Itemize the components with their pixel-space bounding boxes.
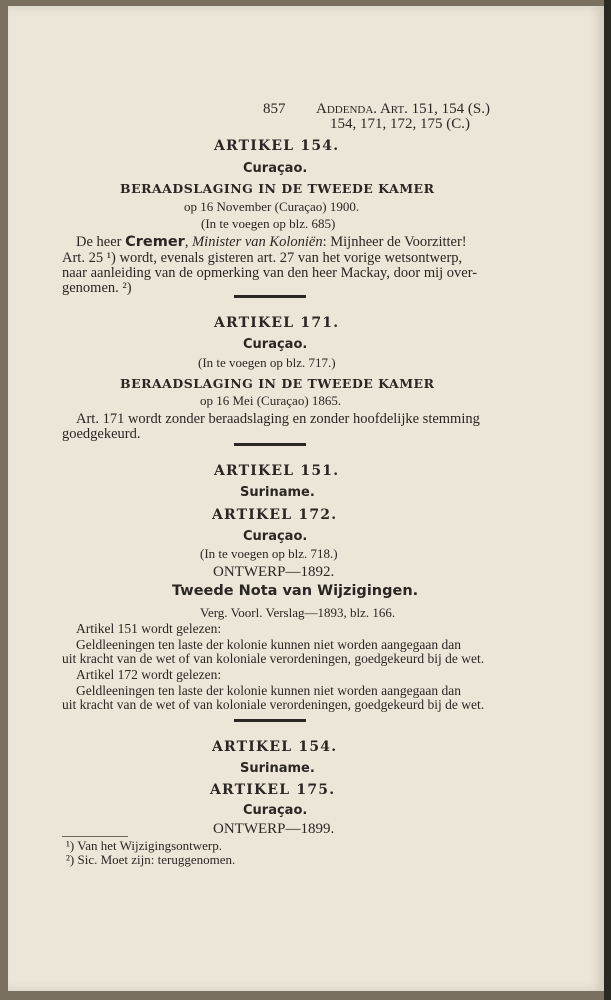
- text-172-line1: Geldleeningen ten laste der kolonie kunnen niet worden aangegaan dan: [76, 683, 461, 698]
- colony-curacao-1: Curaçao.: [243, 161, 308, 176]
- article-154-suriname-title: ARTIKEL 154.: [212, 739, 338, 755]
- draft-1899: ONTWERP—1899.: [213, 821, 335, 837]
- verg-reference: Verg. Voorl. Verslag—1893, blz. 166.: [200, 605, 396, 620]
- article-171-title: ARTIKEL 171.: [214, 315, 340, 331]
- text-172-line2: uit kracht van de wet of van koloniale verordeningen, goedgekeurd bij de wet.: [62, 697, 485, 712]
- paragraph-1-line1: [76, 235, 467, 250]
- running-head-line2: 154, 171, 172, 175 (C.): [330, 116, 470, 132]
- footnote-1: ¹) Van het Wijzigingsontwerp.: [66, 838, 222, 853]
- footnote-2: ²) Sic. Moet zijn: teruggenomen.: [66, 852, 236, 867]
- page-edge: [604, 0, 611, 1000]
- draft-1892: ONTWERP—1892.: [213, 564, 335, 580]
- read-172: Artikel 172 wordt gelezen:: [76, 667, 222, 682]
- footnote-rule: [62, 836, 128, 837]
- paragraph-1-line3: naar aanleiding van de opmerking van den heer Mackay, door mij over-: [62, 265, 478, 281]
- colony-curacao-2: Curaçao.: [243, 337, 308, 352]
- paragraph-1-line2: Art. 25 ¹) wordt, evenals gisteren art. 27 van het vorige wetsontwerp,: [62, 250, 463, 266]
- article-154-curacao-title: ARTIKEL 154.: [214, 138, 340, 154]
- debate-date-1: op 16 November (Curaçao) 1900.: [184, 199, 360, 214]
- speaker-role: Minister van Koloniën: [192, 234, 323, 250]
- speaker-name: Cremer: [125, 234, 185, 250]
- insert-note-3: (In te voegen op blz. 718.): [200, 546, 338, 561]
- nota-heading: Tweede Nota van Wijzigingen.: [172, 583, 419, 599]
- para-comma: ,: [184, 234, 193, 250]
- insert-note-2: (In te voegen op blz. 717.): [198, 355, 336, 370]
- para-start: De heer: [76, 234, 126, 250]
- colony-suriname-2: Suriname.: [240, 761, 315, 776]
- colony-curacao-4: Curaçao.: [243, 803, 308, 818]
- paragraph-2-line1: Art. 171 wordt zonder beraadslaging en zonder hoofdelijke stemming: [76, 411, 480, 427]
- section-divider-3: [234, 719, 306, 722]
- article-172-title: ARTIKEL 172.: [212, 507, 338, 523]
- debate-heading-1: BERAADSLAGING IN DE TWEEDE KAMER: [120, 181, 435, 196]
- paragraph-1-line4: genomen. ²): [62, 280, 132, 296]
- read-151: Artikel 151 wordt gelezen:: [76, 621, 222, 636]
- text-151-line1: Geldleeningen ten laste der kolonie kunnen niet worden aangegaan dan: [76, 637, 461, 652]
- article-175-title: ARTIKEL 175.: [210, 782, 336, 798]
- para-line1-rest: : Mijnheer de Voorzitter!: [322, 234, 467, 250]
- section-divider-1: [234, 295, 306, 298]
- running-head-line1: Addenda. Art. 151, 154 (S.): [316, 101, 491, 117]
- page-number: 857: [263, 101, 286, 117]
- article-151-title: ARTIKEL 151.: [214, 463, 340, 479]
- colony-curacao-3: Curaçao.: [243, 529, 308, 544]
- debate-heading-2: BERAADSLAGING IN DE TWEEDE KAMER: [120, 376, 435, 391]
- paragraph-2-line2: goedgekeurd.: [62, 426, 141, 442]
- text-151-line2: uit kracht van de wet of van koloniale verordeningen, goedgekeurd bij de wet.: [62, 651, 485, 666]
- debate-date-2: op 16 Mei (Curaçao) 1865.: [200, 393, 342, 408]
- section-divider-2: [234, 443, 306, 446]
- insert-note-1: (In te voegen op blz. 685): [201, 216, 336, 231]
- colony-suriname-1: Suriname.: [240, 485, 315, 500]
